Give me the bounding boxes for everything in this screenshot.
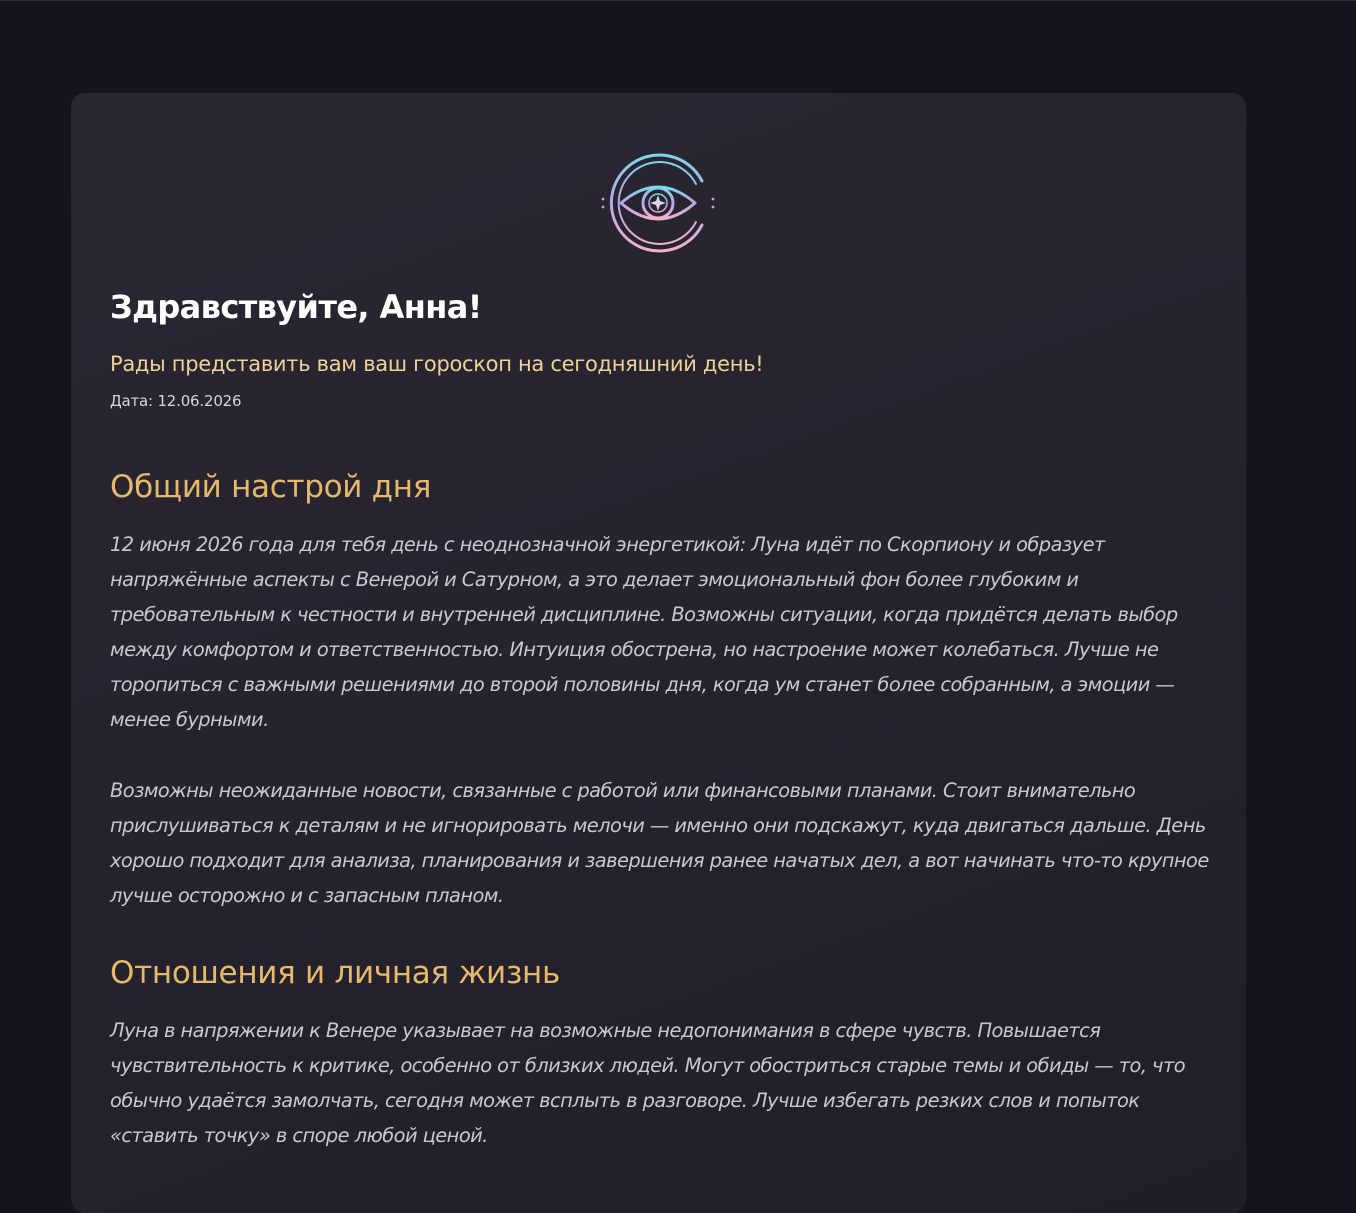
relationships-paragraph-1: Луна в напряжении к Венере указывает на возможные недопонимания в сфере чувств. Повышается чувствительность к критике, особенно от близких людей. Могут обостриться старые темы и обиды — то, что обычно удаётся замолчать, сегодня может всплыть в разговоре. Лучше избегать резких слов и попыток «ставить точку» в споре любой ценой. [110,1019,1186,1147]
greeting-heading: Здравствуйте, Анна! [110,288,482,326]
horoscope-date: Дата: 12.06.2026 [110,392,242,410]
general-mood-paragraph-2: Возможны неожиданные новости, связанные с работой или финансовыми планами. Стоит внимательно прислушиваться к деталям и не игнорировать мелочи — именно они подскажут, куда двигаться дальше. День хорошо подходит для анализа, планирования и завершения ранее начатых дел, а вот начинать что-то крупное лучше осторожно и с запасным планом. [110,779,1209,907]
top-border [0,0,1356,1]
section-title-relationships: Отношения и личная жизнь [110,955,560,991]
horoscope-subtitle: Рады представить вам ваш гороскоп на сегодняшний день! [110,352,764,376]
general-mood-paragraph-1: 12 июня 2026 года для тебя день с неоднозначной энергетикой: Луна идёт по Скорпиону и образует напряжённые аспекты с Венерой и Сатурном, а это делает эмоциональный фон более глубоким и требовательным к честности и внутренней дисциплине. Возможны ситуации, когда придётся делать выбор между комфортом и ответственностью. Интуиция обострена, но настроение может колебаться. Лучше не торопиться с важными решениями до второй половины дня, когда ум станет более собранным, а эмоции — менее бурными. [110,533,1178,731]
section-title-general-mood: Общий настрой дня [110,469,432,505]
moon-eye-icon [597,151,719,255]
horoscope-card [71,93,1246,1213]
